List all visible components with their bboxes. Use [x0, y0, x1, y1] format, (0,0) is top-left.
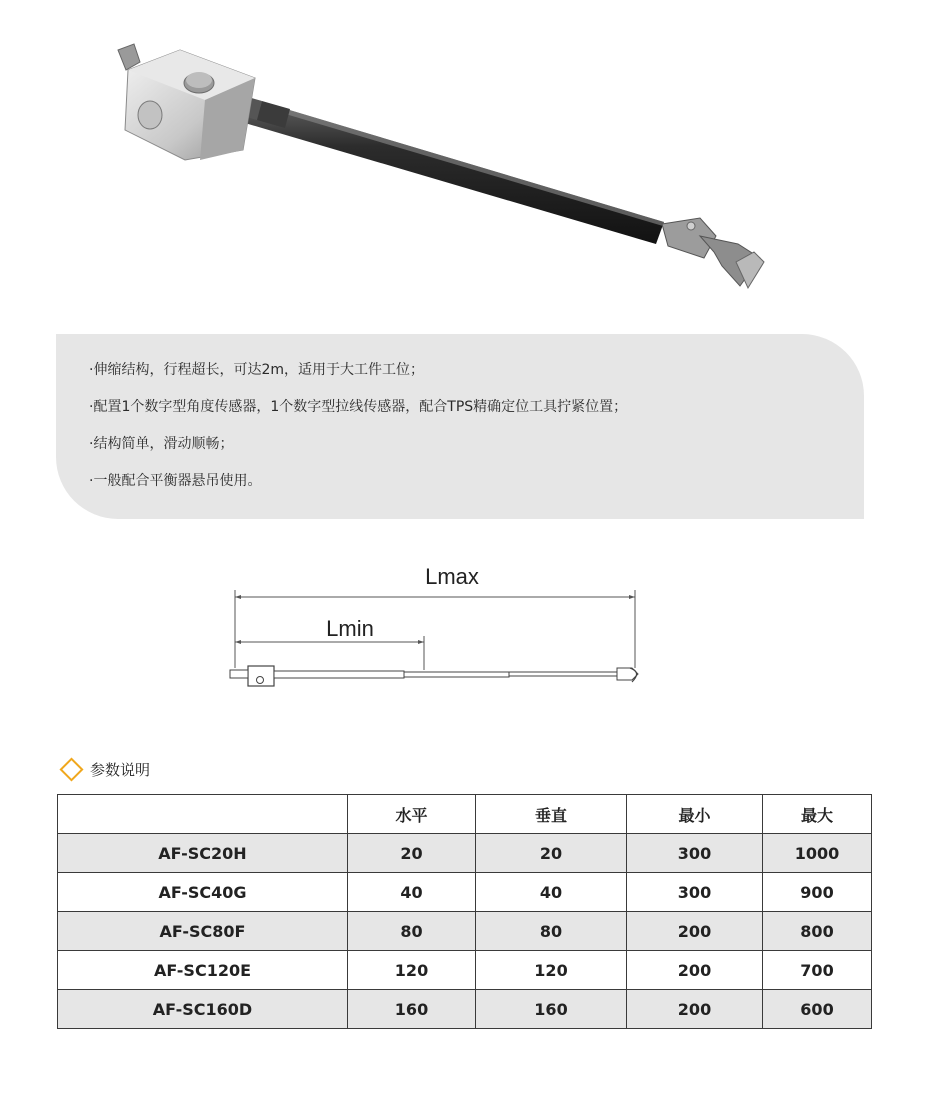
cell-min: 200: [627, 990, 763, 1029]
cell-horizontal: 20: [348, 834, 476, 873]
feature-item: ·伸缩结构，行程超长，可达2m，适用于大工件工位；: [89, 362, 424, 378]
cell-model: AF-SC20H: [58, 834, 348, 873]
header-max: 最大: [763, 795, 872, 834]
telescopic-arm-icon: [0, 0, 931, 320]
table-row: [58, 873, 872, 912]
spec-table: [57, 794, 872, 1029]
cell-model: AF-SC40G: [58, 873, 348, 912]
lmin-label: Lmin: [326, 616, 374, 641]
feature-panel: [56, 334, 864, 519]
cell-model: AF-SC160D: [58, 990, 348, 1029]
table-row: [58, 990, 872, 1029]
section-heading: [60, 756, 150, 782]
cell-horizontal: 80: [348, 912, 476, 951]
cell-min: 200: [627, 912, 763, 951]
cell-vertical: 80: [476, 912, 627, 951]
cell-model: AF-SC120E: [58, 951, 348, 990]
cell-horizontal: 160: [348, 990, 476, 1029]
cell-max: 600: [763, 990, 872, 1029]
cell-vertical: 160: [476, 990, 627, 1029]
feature-list: [89, 361, 627, 509]
cell-min: 200: [627, 951, 763, 990]
table-row: [58, 912, 872, 951]
header-min: 最小: [627, 795, 763, 834]
header-model: [58, 795, 348, 834]
table-header-row: [58, 795, 872, 834]
cell-vertical: 40: [476, 873, 627, 912]
feature-item: ·结构简单，滑动顺畅；: [89, 436, 234, 452]
cell-max: 900: [763, 873, 872, 912]
cell-max: 800: [763, 912, 872, 951]
header-vertical: 垂直: [476, 795, 627, 834]
section-title: 参数说明: [90, 760, 151, 779]
cell-horizontal: 120: [348, 951, 476, 990]
cell-max: 1000: [763, 834, 872, 873]
cell-min: 300: [627, 834, 763, 873]
cell-horizontal: 40: [348, 873, 476, 912]
feature-item: ·配置1个数字型角度传感器，1个数字型拉线传感器，配合TPS精确定位工具拧紧位置；: [89, 399, 628, 415]
header-horizontal: 水平: [348, 795, 476, 834]
diamond-icon: [59, 757, 83, 781]
cell-vertical: 120: [476, 951, 627, 990]
feature-item: ·一般配合平衡器悬吊使用。: [89, 473, 262, 489]
cell-model: AF-SC80F: [58, 912, 348, 951]
length-diagram: [220, 560, 660, 700]
cell-max: 700: [763, 951, 872, 990]
table-row: [58, 951, 872, 990]
lmax-label: Lmax: [425, 564, 479, 589]
cell-min: 300: [627, 873, 763, 912]
cell-vertical: 20: [476, 834, 627, 873]
table-row: [58, 834, 872, 873]
